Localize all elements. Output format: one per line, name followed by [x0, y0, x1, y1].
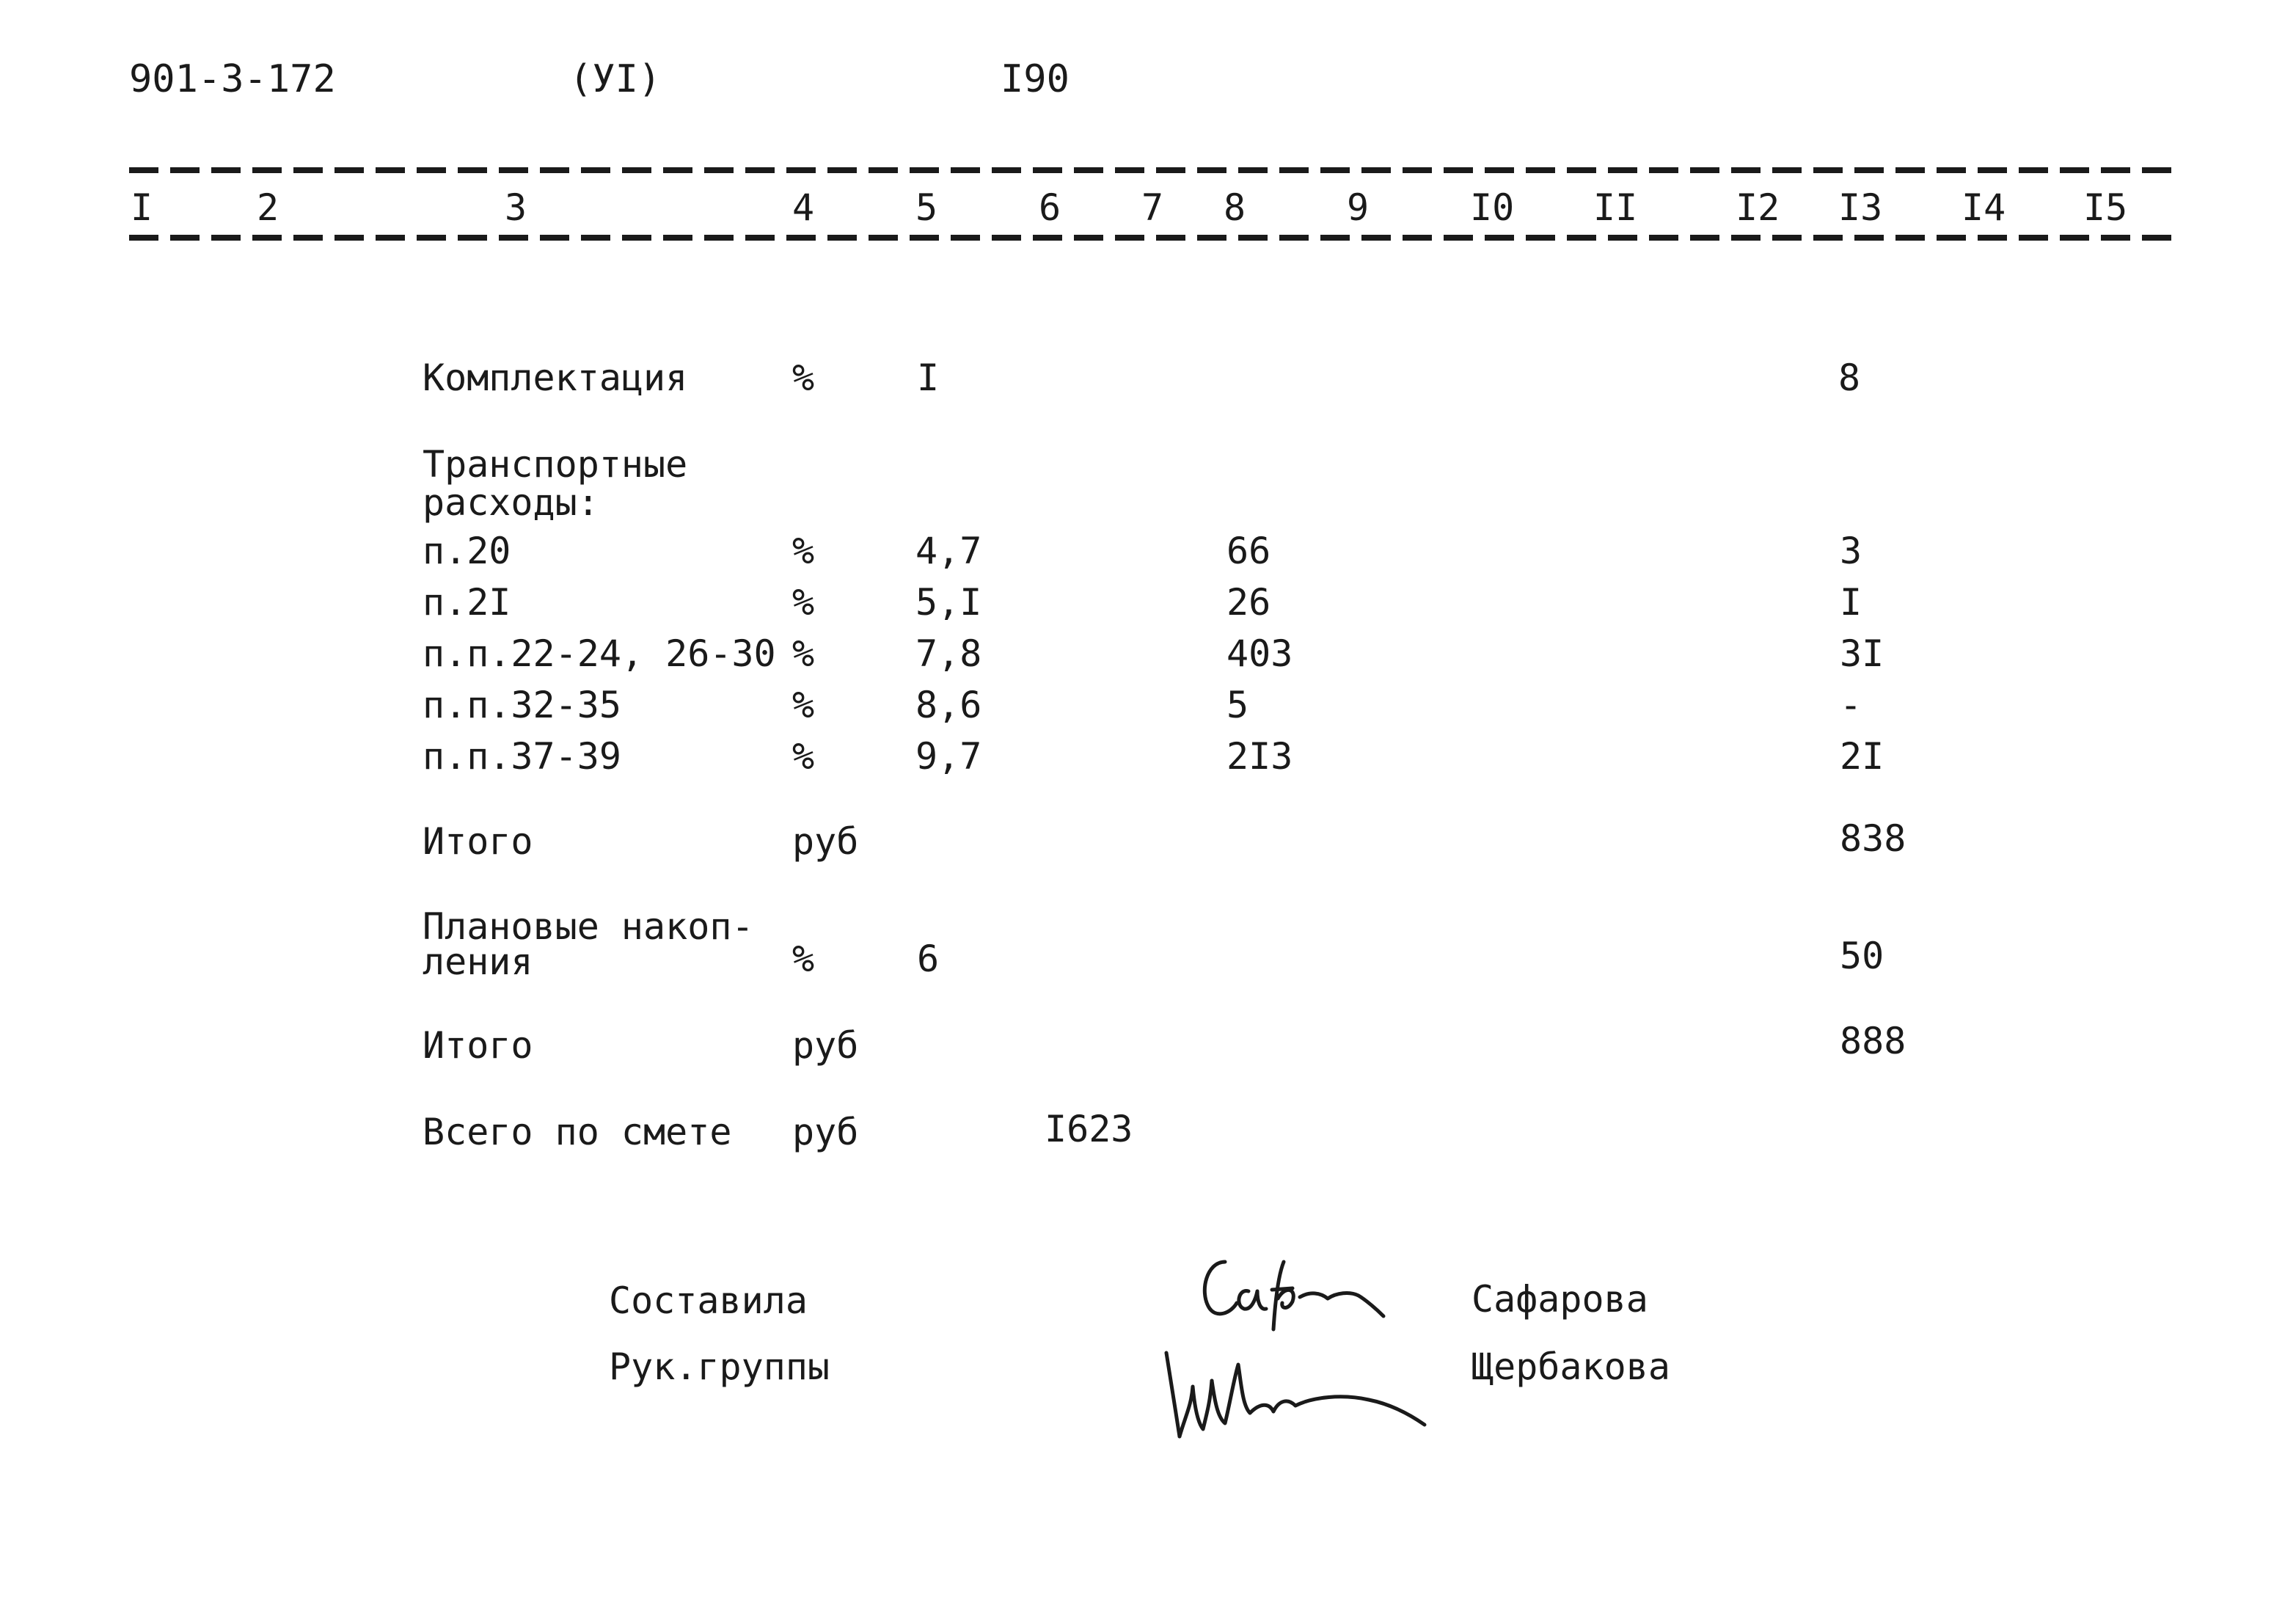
row-unit: % [792, 530, 815, 572]
row-label: Транспортные [423, 443, 688, 486]
column-number: I5 [2083, 186, 2128, 229]
row-total: 838 [1840, 817, 1906, 860]
row-rate: 8,6 [915, 684, 982, 726]
row-label: п.2I [423, 581, 511, 624]
row-rate: 4,7 [915, 530, 982, 572]
handwritten-signature [1196, 1247, 1401, 1335]
column-number: 4 [792, 186, 815, 229]
handwritten-signature [1159, 1335, 1438, 1445]
row-total: 2I [1840, 735, 1884, 778]
row-label: ления [423, 941, 533, 983]
section-label: (УI) [569, 57, 662, 101]
row-unit: % [792, 632, 815, 675]
row-total: 8 [1838, 357, 1861, 399]
row-total: 3I [1840, 632, 1884, 675]
row-label: Итого [423, 1024, 533, 1067]
row-label: Комплектация [423, 357, 688, 399]
row-unit: руб [792, 1111, 859, 1153]
row-base: 5 [1226, 684, 1249, 726]
signature-role: Рук.группы [609, 1345, 830, 1388]
column-number: 6 [1039, 186, 1061, 229]
row-label: Всего по смете [423, 1111, 732, 1153]
dashed-rule-bottom [129, 235, 2174, 241]
column-number: 7 [1141, 186, 1164, 229]
signature-name: Щербакова [1471, 1345, 1670, 1388]
row-total: 888 [1840, 1020, 1906, 1062]
column-number: 5 [915, 186, 938, 229]
row-base: 2I3 [1226, 735, 1293, 778]
row-label: п.п.32-35 [423, 684, 621, 726]
row-base: 403 [1226, 632, 1293, 675]
column-number: I3 [1838, 186, 1883, 229]
row-unit: % [792, 581, 815, 624]
column-number: I [131, 186, 153, 229]
row-total: 50 [1840, 935, 1884, 977]
row-label: п.п.37-39 [423, 735, 621, 778]
row-total: 3 [1840, 530, 1862, 572]
column-number: I0 [1470, 186, 1515, 229]
document-code: 901-3-172 [129, 57, 336, 101]
row-rate: 5,I [915, 581, 982, 624]
column-number: 8 [1224, 186, 1246, 229]
row-rate: 6 [917, 938, 940, 980]
dashed-rule-top [129, 167, 2174, 173]
signature-role: Составила [609, 1279, 808, 1322]
row-unit: руб [792, 820, 859, 863]
row-rate: I [917, 357, 940, 399]
column-number: II [1593, 186, 1638, 229]
column-number: 2 [257, 186, 279, 229]
row-rate: 7,8 [915, 632, 982, 675]
row-base: 66 [1226, 530, 1271, 572]
column-number: 3 [505, 186, 527, 229]
row-label: Плановые накоп- [423, 905, 754, 948]
page-number: I90 [1001, 57, 1070, 101]
row-unit: руб [792, 1024, 859, 1067]
row-label: расходы: [423, 481, 599, 524]
row-unit: % [792, 938, 815, 980]
row-label: п.п.22-24, 26-30 [423, 632, 776, 675]
row-unit: % [792, 357, 815, 399]
row-label: п.20 [423, 530, 511, 572]
row-unit: % [792, 684, 815, 726]
row-grand-total: I623 [1045, 1108, 1133, 1150]
column-number: I2 [1736, 186, 1780, 229]
row-rate: 9,7 [915, 735, 982, 778]
row-base: 26 [1226, 581, 1271, 624]
column-number: 9 [1347, 186, 1370, 229]
row-unit: % [792, 735, 815, 778]
row-label: Итого [423, 820, 533, 863]
column-number: I4 [1962, 186, 2006, 229]
row-total: - [1840, 684, 1862, 726]
row-total: I [1840, 581, 1862, 624]
signature-name: Сафарова [1471, 1278, 1648, 1321]
